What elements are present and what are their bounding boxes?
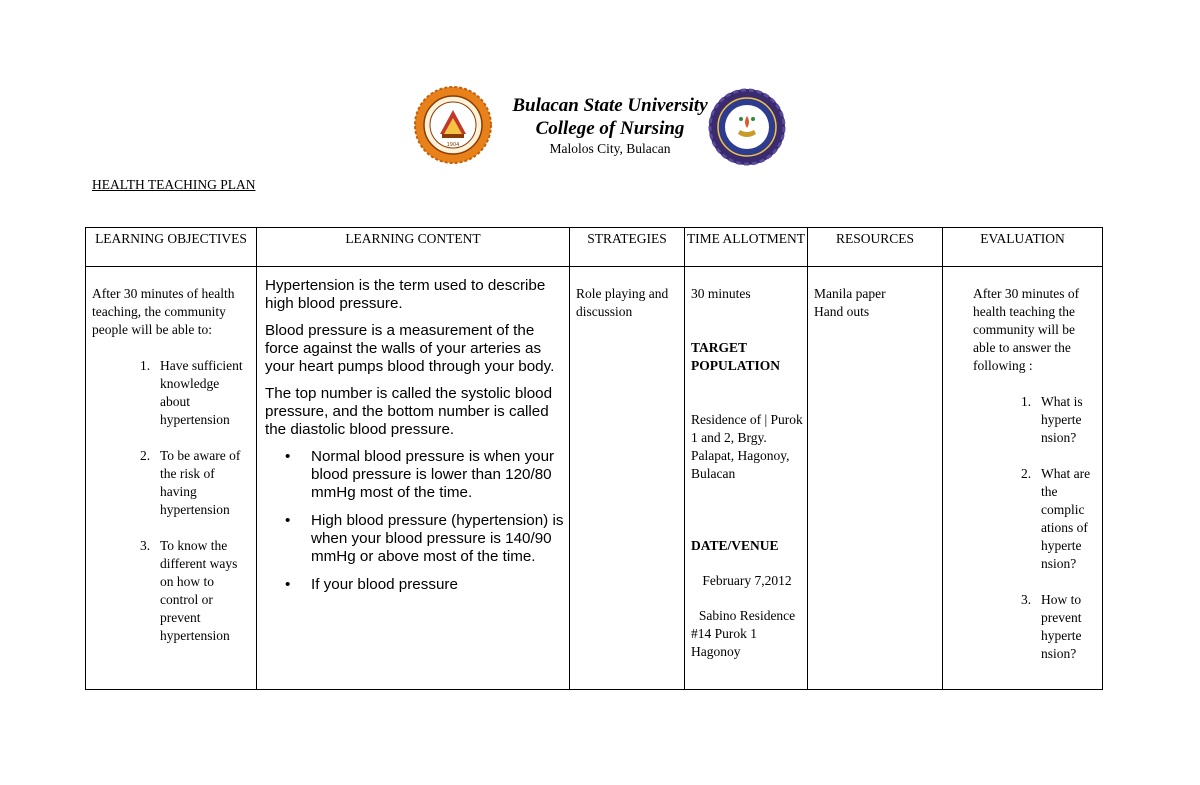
document-title: HEALTH TEACHING PLAN: [92, 177, 256, 192]
content-paragraph: Hypertension is the term used to describe high blood pressure.: [265, 277, 546, 312]
resources-cell: [808, 267, 943, 690]
header-time-allotment: TIME ALLOTMENT: [685, 228, 808, 267]
content-cell: [257, 267, 570, 690]
evaluation-cell: [943, 267, 1103, 690]
content-paragraph: Blood pressure is a measurement of the force against the walls of your arteries as your heart pumps blood through your body.: [265, 322, 555, 375]
document-header: [0, 80, 1200, 180]
duration-text: 30 minutes: [691, 286, 751, 301]
resource-item: Hand outs: [814, 304, 870, 319]
list-item: 1. Have sufficient knowledge about hypertension: [140, 358, 243, 427]
header-evaluation: EVALUATION: [943, 228, 1103, 267]
header-strategies: STRATEGIES: [570, 228, 685, 267]
time-allotment-cell: [685, 267, 808, 690]
college-of-nursing-seal-icon: [708, 88, 786, 166]
target-population-value: Residence of | Purok 1 and 2, Brgy. Palapat, Hagonoy, Bulacan: [691, 412, 803, 481]
city-name: Malolos City, Bulacan: [549, 141, 671, 156]
evaluation-intro: After 30 minutes of health teaching the community will be able to answer the following :: [973, 286, 1080, 373]
table-body-row: [86, 267, 1103, 690]
svg-text:1904: 1904: [446, 142, 460, 148]
strategies-text: Role playing and discussion: [576, 286, 669, 319]
evaluation-list: [973, 393, 1098, 663]
college-name: College of Nursing: [535, 118, 685, 139]
objectives-list: [92, 357, 252, 645]
objectives-intro: After 30 minutes of health teaching, the community people will be able to:: [92, 286, 235, 337]
date-text: February 7,2012: [702, 573, 792, 588]
header-resources: RESOURCES: [808, 228, 943, 267]
university-name: Bulacan State University: [512, 95, 708, 116]
strategies-cell: [570, 267, 685, 690]
list-item: • Normal blood pressure is when your blood pressure is lower than 120/80 mmHg most of the time.: [285, 448, 555, 501]
venue-address: #14 Purok 1 Hagonoy: [691, 626, 758, 659]
resource-item: Manila paper: [814, 286, 886, 301]
list-item: 2. What are the complic ations of hyperte nsion?: [1021, 466, 1091, 571]
list-item: 3. To know the different ways on how to control or prevent hypertension: [140, 538, 238, 643]
header-learning-objectives: LEARNING OBJECTIVES: [86, 228, 257, 267]
table-header-row: [86, 228, 1103, 267]
list-item: 1. What is hyperte nsion?: [1021, 394, 1083, 445]
header-learning-content: LEARNING CONTENT: [257, 228, 570, 267]
content-bullet-list: [265, 448, 565, 594]
date-venue-label: DATE/VENUE: [691, 538, 779, 553]
content-paragraph: The top number is called the systolic blood pressure, and the bottom number is called the diastolic blood pressure.: [265, 385, 553, 438]
list-item: • High blood pressure (hypertension) is when your blood pressure is 140/90 mmHg or above most of the time.: [285, 512, 564, 565]
list-item: • If your blood pressure: [285, 576, 458, 593]
target-population-label: TARGET POPULATION: [691, 340, 781, 373]
list-item: 2. To be aware of the risk of having hypertension: [140, 448, 241, 517]
objectives-cell: [86, 267, 257, 690]
health-teaching-plan-table: [85, 227, 1103, 690]
venue-text: Sabino Residence: [698, 608, 796, 623]
list-item: 3. How to prevent hyperte nsion?: [1021, 592, 1082, 661]
